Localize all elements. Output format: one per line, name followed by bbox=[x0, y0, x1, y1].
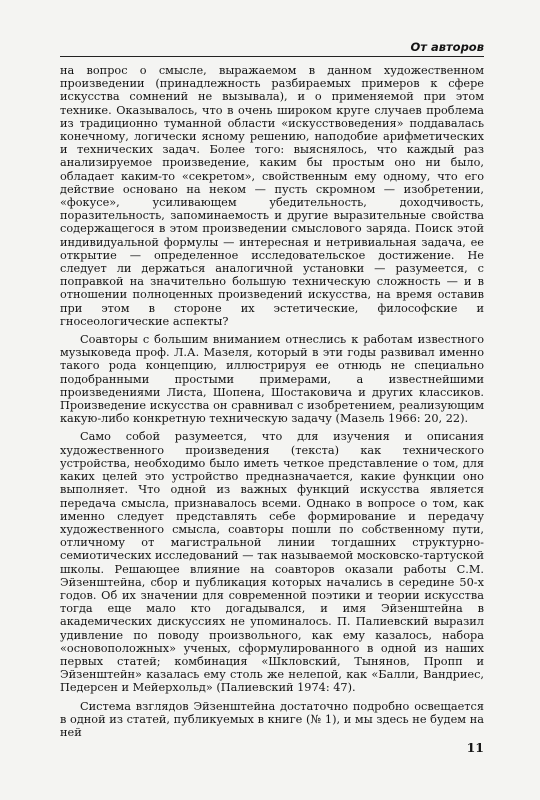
header-rule bbox=[60, 56, 484, 57]
page-number: 11 bbox=[466, 740, 484, 755]
paragraph: Соавторы с большим вниманием отнеслись к работам известного музыковеда проф. Л.А. Мазеля, который в эти годы развивал именно такого рода концепцию, иллюстрируя ее отнюдь не специально подобранными простыми примерами, а известнейшими произведениями Листа, Шопена, Шостаковича и других классиков. Произведение искусства он сравнивал с изобретением, реализующим какую-либо конкретную техническую задачу (Мазель 1966: 20, 22). bbox=[60, 333, 484, 426]
paragraph: на вопрос о смысле, выражаемом в данном художественном произведении (принадлежность разбираемых примеров к сфере искусства сомнений не вызывала), и о применяемой при этом технике. Оказывалось, что в очень широком круге случаев проблема из традиционно туманной области «искусствоведения» поддавалась конечному, логически ясному решению, наподобие арифметических и технических задач. Более того: выяснялось, что каждый раз анализируемое произведение, каким бы простым оно ни было, обладает каким-то «секретом», свойственным ему одному, что его действие основано на неком — пусть скромном — изобретении, «фокусе», усиливающем убедительность, доходчивость, поразительность, запоминаемость и другие выразительные свойства содержащегося в этом произведении смыслового заряда. Поиск этой индивидуальной формулы — интересная и нетривиальная задача, ее открытие — определенное исследовательское достижение. Не следует ли держаться аналогичной установки — разумеется, с поправкой на значительно большую техническую сложность — и в отношении полноценных произведений искусства, на время оставив при этом в стороне их эстетические, философские и гносеологические аспекты? bbox=[60, 64, 484, 328]
paragraph: Само собой разумеется, что для изучения и описания художественного произведения (текста) как технического устройства, необходимо было иметь четкое представление о том, для каких целей это устройство предназначается, какие функции оно выполняет. Что одной из важных функций искусства является передача смысла, признавалось всеми. Однако в вопросе о том, как именно следует представлять себе формирование и передачу художественного смысла, соавторы пошли по собственному пути, отличному от магистральной линии тогдашних структурно-семиотических исследований — так называемой московско-тартуской школы. Решающее влияние на соавторов оказали работы С.М. Эйзенштейна, сбор и публикация которых начались в середине 50-х годов. Об их значении для современной поэтики и теории искусства тогда еще мало кто догадывался, и имя Эйзенштейна в академических дискуссиях не упоминалось. П. Палиевский выразил удивление по поводу произвольного, как ему казалось, набора «основоположных» ученых, сформулированного в одной из наших первых статей; комбинация «Шкловский, Тынянов, Пропп и Эйзенштейн» казалась ему столь же нелепой, как «Балли, Вандриес, Педерсен и Мейерхольд» (Палиевский 1974: 47). bbox=[60, 430, 484, 695]
page-body bbox=[60, 64, 484, 744]
paragraph: Система взглядов Эйзенштейна достаточно подробно освещается в одной из статей, публикуемых в книге (№ 1), и мы здесь не будем на ней bbox=[60, 699, 484, 739]
running-title: От авторов bbox=[410, 40, 484, 54]
